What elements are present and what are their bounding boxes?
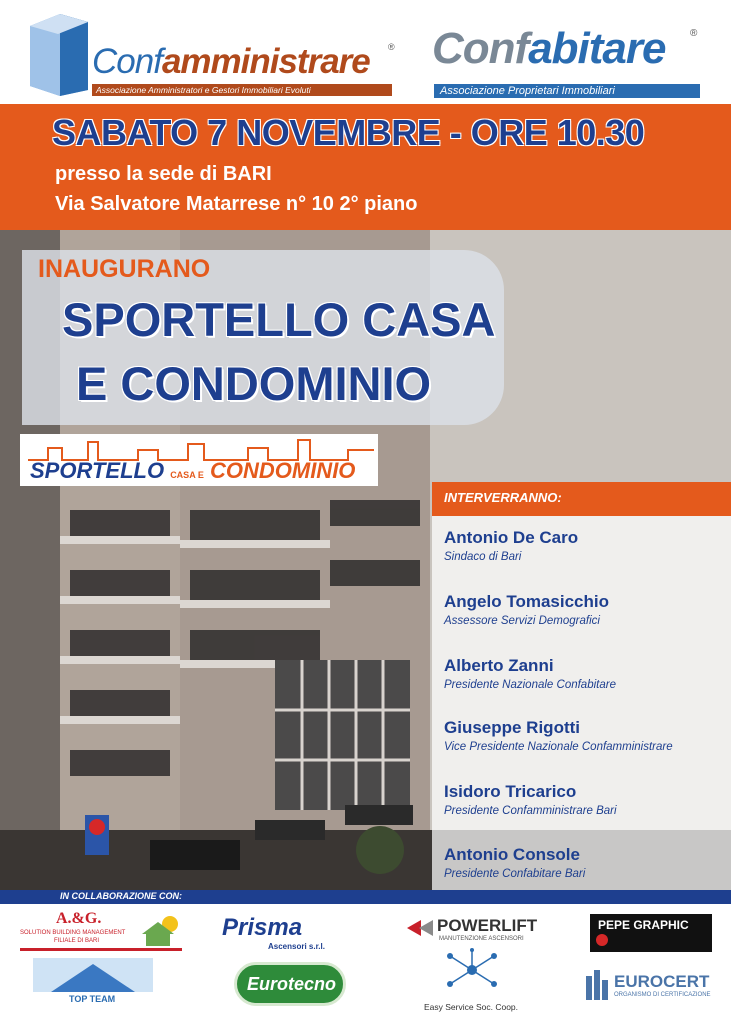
network-nodes-icon xyxy=(442,948,502,992)
powerlift-arrows-icon xyxy=(407,918,437,938)
speaker-name: Alberto Zanni xyxy=(444,656,554,675)
registered-mark: ® xyxy=(388,42,395,52)
pepe-dot-icon xyxy=(596,934,608,946)
speaker-name: Antonio De Caro xyxy=(444,528,579,547)
event-address: Via Salvatore Matarrese n° 10 2° piano xyxy=(55,193,418,215)
speaker-role: Vice Presidente Nazionale Confamministrare xyxy=(444,741,673,753)
sponsor-ag-name: A.&G. xyxy=(56,910,102,927)
event-location: presso la sede di BARI xyxy=(55,163,272,185)
sponsor-ag-sub2: FILIALE DI BARI xyxy=(54,938,100,944)
sponsor-topteam-logo xyxy=(33,958,153,1016)
speaker-name: Isidoro Tricarico xyxy=(444,782,577,801)
speaker-role: Presidente Nazionale Confabitare xyxy=(444,679,616,691)
sponsor-eurocert-name: EUROCERT xyxy=(614,972,710,991)
confamministrare-logo: Confamministrare xyxy=(92,42,370,81)
sponsor-pepe-name: PEPE GRAPHIC xyxy=(598,918,689,932)
speaker-name: Antonio Console xyxy=(444,845,580,864)
building-cube-logo-icon xyxy=(22,12,92,96)
hero-kicker: INAUGURANO xyxy=(38,255,211,283)
confamministrare-subtitle: Associazione Amministratori e Gestori Immobiliari Evoluti xyxy=(92,84,392,96)
eurocert-bars-icon xyxy=(586,970,610,1000)
sponsor-powerlift-logo xyxy=(405,912,555,952)
divider xyxy=(20,948,182,951)
sponsor-easy-name: Easy Service Soc. Coop. xyxy=(424,1002,519,1012)
hero-title-line2: E CONDOMINIO xyxy=(76,357,432,410)
sponsor-prisma-logo xyxy=(218,912,368,952)
sponsor-easy-logo xyxy=(418,948,538,1016)
sponsor-prisma-name: Prisma xyxy=(222,914,303,941)
sponsor-ag-sub: SOLUTION BUILDING MANAGEMENT xyxy=(20,930,126,936)
sponsor-eurocert-logo xyxy=(586,968,718,1004)
sponsor-powerlift-sub: MANUTENZIONE ASCENSORI xyxy=(439,936,524,942)
sponsor-eurotecno-name: Eurotecno xyxy=(247,974,337,994)
hero-title-line1: SPORTELLO CASA xyxy=(62,293,496,346)
event-date-title: SABATO 7 NOVEMBRE - ORE 10.30 xyxy=(52,112,645,153)
sponsor-ag-logo xyxy=(20,910,182,952)
speaker-role: Assessore Servizi Demografici xyxy=(444,615,600,627)
house-sun-icon xyxy=(138,914,182,948)
sponsor-eurocert-sub: ORGANISMO DI CERTIFICAZIONE xyxy=(614,992,711,998)
sponsor-topteam-name: TOP TEAM xyxy=(69,994,116,1004)
topteam-mountain-icon xyxy=(33,958,153,992)
sportello-logo-text: SPORTELLO CASA E CONDOMINIO xyxy=(30,458,356,483)
sponsor-eurotecno-logo xyxy=(234,962,346,1006)
speaker-name: Angelo Tomasicchio xyxy=(444,592,609,611)
speaker-name: Giuseppe Rigotti xyxy=(444,718,580,737)
registered-mark: ® xyxy=(690,28,698,39)
speaker-role: Presidente Confamministrare Bari xyxy=(444,805,617,817)
speakers-heading: INTERVERRANNO: xyxy=(444,490,562,505)
sponsor-pepe-logo xyxy=(590,914,712,952)
speaker-role: Presidente Confabitare Bari xyxy=(444,868,586,880)
confabitare-logo: Confabitare xyxy=(432,24,666,73)
collab-heading: IN COLLABORAZIONE CON: xyxy=(60,891,182,901)
speaker-role: Sindaco di Bari xyxy=(444,551,522,563)
confabitare-subtitle: Associazione Proprietari Immobiliari xyxy=(434,84,700,98)
sponsor-powerlift-name: POWERLIFT xyxy=(437,916,538,935)
sponsor-prisma-sub: Ascensori s.r.l. xyxy=(268,942,325,951)
